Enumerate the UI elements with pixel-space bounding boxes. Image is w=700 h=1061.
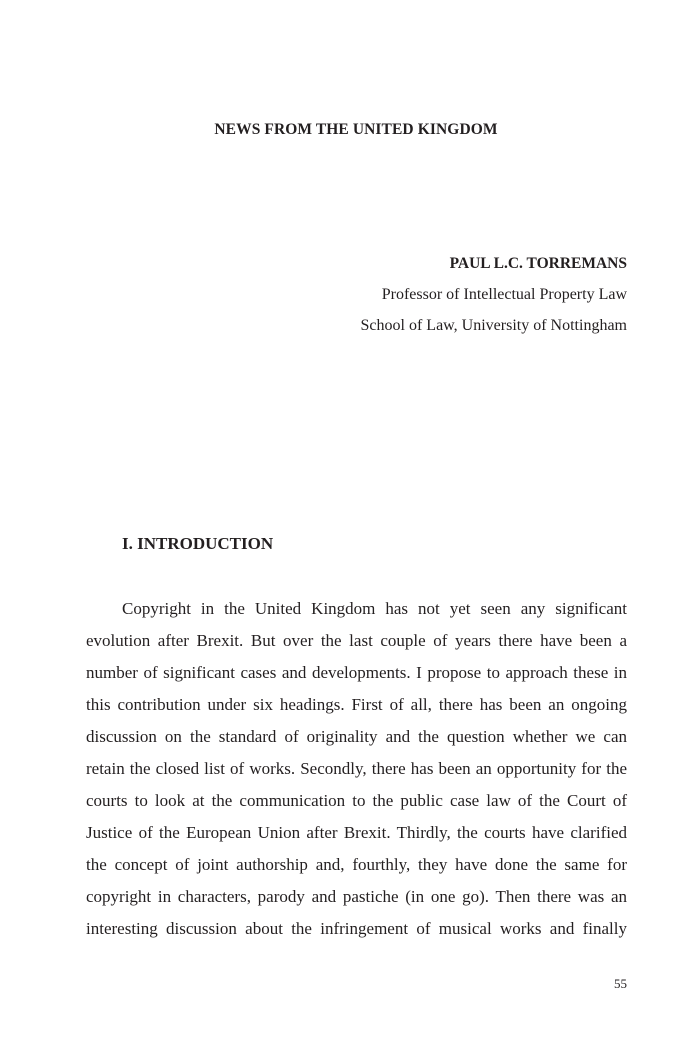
author-block [361,248,627,341]
paragraph-line: discussion on the standard of originality and the question whether we can [86,727,627,746]
paragraph-line: copyright in characters, parody and pastiche (in one go). Then there was an [86,887,627,906]
paragraph-line: this contribution under six headings. First of all, there has been an ongoing [86,695,627,714]
body-paragraph [86,593,627,945]
paragraph-line: courts to look at the communication to the public case law of the Court of [86,791,627,810]
section-heading: I. INTRODUCTION [122,534,274,553]
author-name: PAUL L.C. TORREMANS [449,255,627,272]
paragraph-line: number of significant cases and developments. I propose to approach these in [86,663,627,682]
paragraph-line: interesting discussion about the infringement of musical works and finally [86,919,627,938]
author-position: Professor of Intellectual Property Law [381,286,627,303]
paragraph-line: evolution after Brexit. But over the last couple of years there have been a [86,631,627,650]
paragraph-line: Justice of the European Union after Brexit. Thirdly, the courts have clarified [86,823,627,842]
paragraph-line: the concept of joint authorship and, fourthly, they have done the same for [86,855,627,874]
paragraph-line: Copyright in the United Kingdom has not yet seen any significant [122,599,627,618]
author-institution: School of Law, University of Nottingham [360,317,627,334]
running-title: NEWS FROM THE UNITED KINGDOM [214,121,498,138]
paragraph-line: retain the closed list of works. Secondly, there has been an opportunity for the [86,759,627,778]
page-number: 55 [614,976,627,991]
